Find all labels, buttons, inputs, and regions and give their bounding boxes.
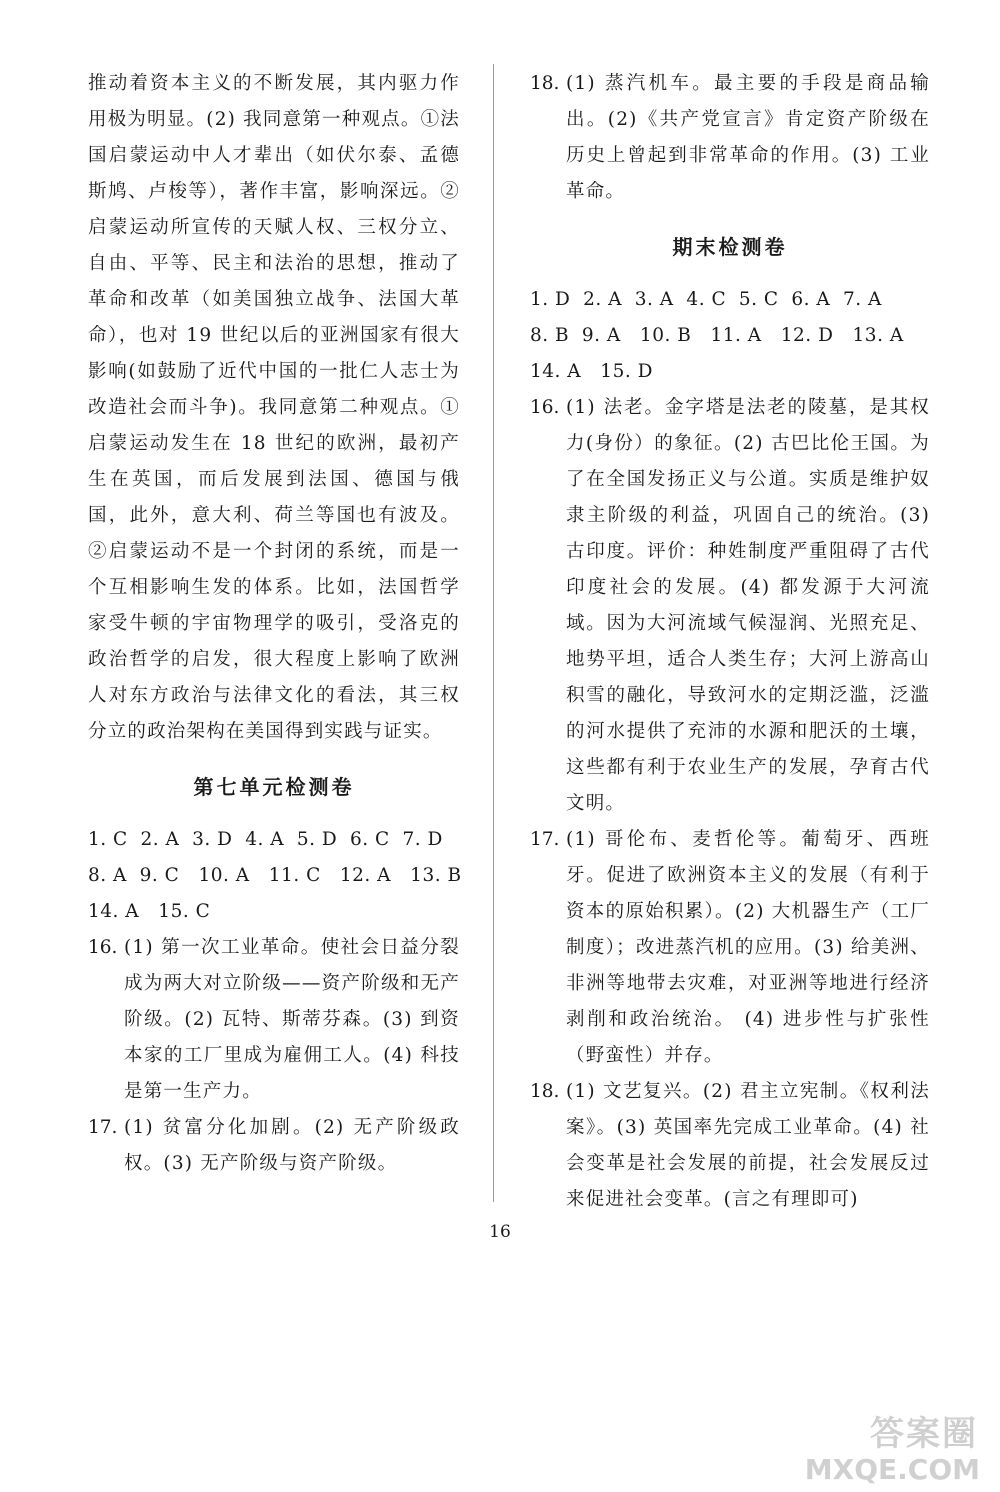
mc-answer-line: 14. A 15. D [530, 361, 653, 382]
question-answer [88, 1110, 460, 1182]
column-divider [493, 64, 494, 1202]
left-column [88, 66, 460, 1182]
mc-answer-line: 8. A 9. C 10. A 11. C 12. A 13. B [88, 865, 462, 886]
question-number: 18. [530, 73, 560, 94]
mc-answer-line: 14. A 15. C [88, 901, 211, 922]
question-answer [530, 822, 930, 1074]
question-number: 17. [88, 1117, 118, 1138]
question-answer-text: (1) 蒸汽机车。最主要的手段是商品输出。(2)《共产党宣言》肯定资产阶级在历史上曾起到非常革命的作用。(3) 工业革命。 [566, 73, 930, 202]
question-answer-text: (1) 第一次工业革命。使社会日益分裂成为两大对立阶级——资产阶级和无产阶级。(2) 瓦特、斯蒂芬森。(3) 到资本家的工厂里成为雇佣工人。(4) 科技是第一生产力。 [124, 937, 460, 1102]
question-answer-text: (1) 贫富分化加剧。(2) 无产阶级政权。(3) 无产阶级与资产阶级。 [124, 1117, 460, 1174]
page-number: 16 [489, 1222, 511, 1242]
watermark-url: MXQE.COM [804, 1453, 980, 1486]
right-column [530, 66, 930, 1218]
question-answer [530, 1074, 930, 1218]
multiple-choice-answers [88, 822, 460, 930]
question-answer [88, 930, 460, 1110]
watermark-text: 答案圈 [870, 1414, 978, 1454]
question-answer-text: (1) 文艺复兴。(2) 君主立宪制。《权利法案》。(3) 英国率先完成工业革命。(4) 社会变革是社会发展的前提，社会发展反过来促进社会变革。(言之有理即可) [566, 1081, 930, 1210]
mc-answer-line: 8. B 9. A 10. B 11. A 12. D 13. A [530, 325, 904, 346]
section-title-final-exam: 期末检测卷 [672, 235, 788, 259]
mc-answer-line: 1. C 2. A 3. D 4. A 5. D 6. C 7. D [88, 829, 443, 850]
question-answer [530, 390, 930, 822]
question-answer-text: (1) 哥伦布、麦哲伦等。葡萄牙、西班牙。促进了欧洲资本主义的发展（有利于资本的原始积累）。(2) 大机器生产（工厂制度）；改进蒸汽机的应用。(3) 给美洲、非洲等地带去灾难，对亚洲等地进行经济剥削和政治统治。 (4) 进步性与扩张性（野蛮性）并存。 [566, 829, 930, 1066]
question-number: 17. [530, 829, 560, 850]
question-number: 16. [88, 937, 118, 958]
question-number: 16. [530, 397, 560, 418]
multiple-choice-answers [530, 282, 930, 390]
question-answer-text: (1) 法老。金字塔是法老的陵墓，是其权力(身份）的象征。(2) 古巴比伦王国。为了在全国发扬正义与公道。实质是维护奴隶主阶级的利益，巩固自己的统治。(3) 古印度。评价：种姓制度严重阻碍了古代印度社会的发展。(4) 都发源于大河流域。因为大河流域气候湿润、光照充足、地势平坦，适合人类生存；大河上游高山积雪的融化，导致河水的定期泛滥，泛滥的河水提供了充沛的水源和肥沃的土壤，这些都有利于农业生产的发展，孕育古代文明。 [566, 397, 930, 814]
continued-answer-paragraph: 推动着资本主义的不断发展，其内驱力作用极为明显。(2) 我同意第一种观点。①法国启蒙运动中人才辈出（如伏尔泰、孟德斯鸠、卢梭等），著作丰富，影响深远。②启蒙运动所宣传的天赋人权、三权分立、自由、平等、民主和法治的思想，推动了革命和改革（如美国独立战争、法国大革命），也对 19 世纪以后的亚洲国家有很大影响(如鼓励了近代中国的一批仁人志士为改造社会而斗争)。我同意第二种观点。①启蒙运动发生在 18 世纪的欧洲，最初产生在英国，而后发展到法国、德国与俄国，此外，意大利、荷兰等国也有波及。②启蒙运动不是一个封闭的系统，而是一个互相影响生发的体系。比如，法国哲学家受牛顿的宇宙物理学的吸引，受洛克的政治哲学的启发，很大程度上影响了欧洲人对东方政治与法律文化的看法，其三权分立的政治架构在美国得到实践与证实。 [88, 73, 460, 742]
question-answer [530, 66, 930, 210]
question-number: 18. [530, 1081, 560, 1102]
mc-answer-line: 1. D 2. A 3. A 4. C 5. C 6. A 7. A [530, 289, 882, 310]
section-title-unit7: 第七单元检测卷 [193, 775, 355, 799]
watermark-logo [796, 1406, 986, 1488]
